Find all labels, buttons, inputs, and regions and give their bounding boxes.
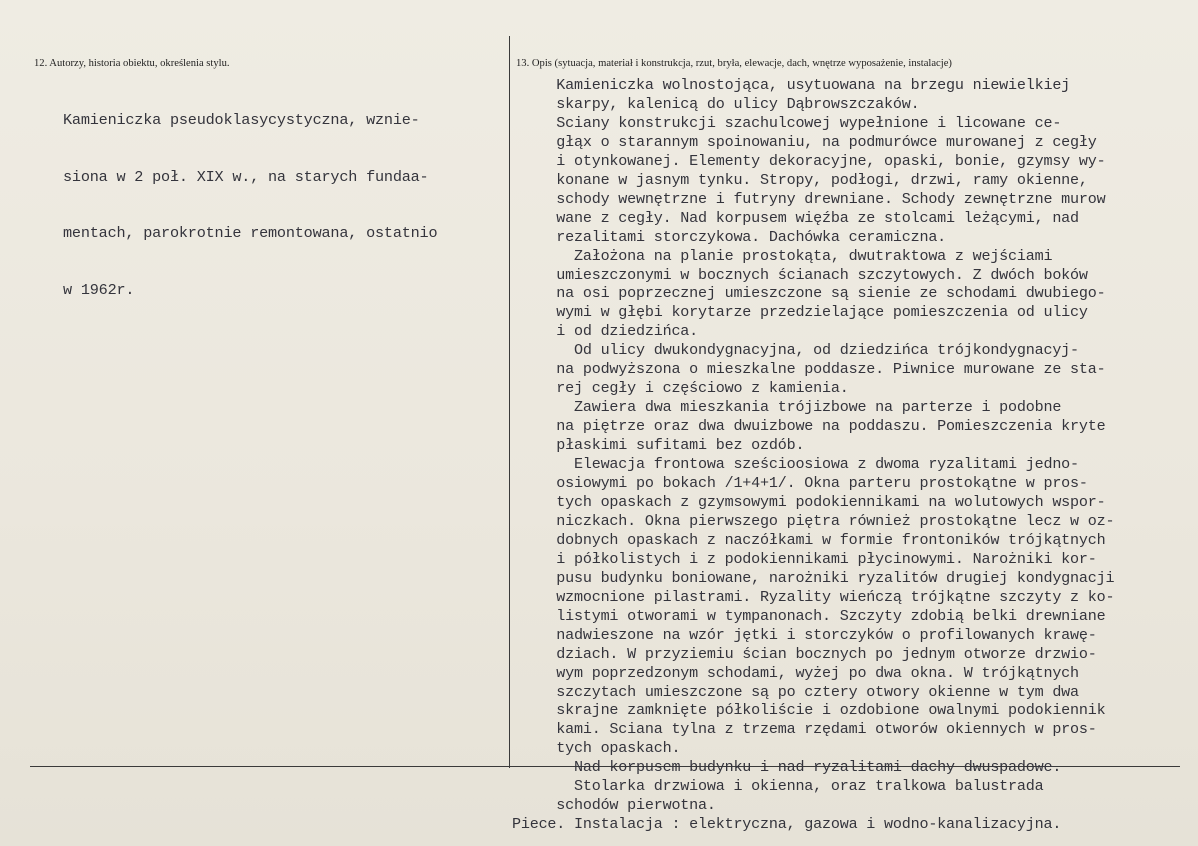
text-line: siona w 2 poł. XIX w., na starych fundaa- <box>63 167 429 186</box>
text-line: płaskimi sufitami bez ozdób. <box>512 436 805 455</box>
section-12-heading: 12. Autorzy, historia obiektu, określenia stylu. <box>34 58 230 69</box>
text-line: rezalitami storczykowa. Dachówka ceramiczna. <box>512 227 947 246</box>
text-line: listymi otworami w tympanonach. Szczyty zdobią belki drewniane <box>512 606 1106 625</box>
text-line: i półkolistych i z podokiennikami płycinowymi. Narożniki kor- <box>512 549 1097 568</box>
column-divider <box>509 36 510 768</box>
text-line: tych opaskach. <box>512 739 681 758</box>
text-line: dobnych opaskach z naczółkami w formie frontoników trójkątnych <box>512 530 1106 549</box>
text-line: na piętrze oraz dwa dwuizbowe na poddaszu. Pomieszczenia kryte <box>512 417 1106 436</box>
text-line: Piece. Instalacja : elektryczna, gazowa i wodno-kanalizacyjna. <box>512 815 1062 834</box>
text-line: Elewacja frontowa sześcioosiowa z dwoma ryzalitami jedno- <box>512 455 1079 474</box>
text-line: niczkach. Okna pierwszego piętra również prostokątne lecz w oz- <box>512 511 1115 530</box>
text-line: schodów pierwotna. <box>512 796 716 815</box>
text-line: i otynkowanej. Elementy dekoracyjne, opaski, bonie, gzymsy wy- <box>512 151 1106 170</box>
text-line: osiowymi po bokach /1+4+1/. Okna parteru prostokątne w pros- <box>512 474 1088 493</box>
text-line: Sciany konstrukcji szachulcowej wypełnione i licowane ce- <box>512 113 1062 132</box>
text-line: mentach, parokrotnie remontowana, ostatnio <box>63 224 438 243</box>
text-line: pusu budynku boniowane, narożniki ryzalitów drugiej kondygnacji <box>512 568 1115 587</box>
text-line: Kamieniczka wolnostojąca, usytuowana na brzegu niewielkiej <box>512 76 1071 94</box>
section-13-heading: 13. Opis (sytuacja, materiał i konstrukcja, rzut, bryła, elewacje, dach, wnętrze wyposażenie, instalacje) <box>516 58 952 69</box>
text-line: wym poprzedzonym schodami, wyżej po dwa okna. W trójkątnych <box>512 663 1079 682</box>
text-line: Nad korpusem budynku i nad ryzalitami dachy dwuspadowe. <box>512 758 1062 777</box>
text-line: Kamieniczka pseudoklasycystyczna, wznie- <box>63 110 420 129</box>
text-line: wymi w głębi korytarze przedzielające pomieszczenia od ulicy <box>512 303 1088 322</box>
text-line: dziach. W przyziemiu ścian bocznych po jednym otworze drzwio- <box>512 644 1097 663</box>
text-line: konane w jasnym tynku. Stropy, podłogi, drzwi, ramy okienne, <box>512 170 1088 189</box>
text-line: Zawiera dwa mieszkania trójizbowe na parterze i podobne <box>512 398 1062 417</box>
text-line: Założona na planie prostokąta, dwutraktowa z wejściami <box>512 246 1053 265</box>
text-line: nadwieszone na wzór jętki i storczyków o profilowanych krawę- <box>512 625 1097 644</box>
text-line: tych opaskach z gzymsowymi podokiennikami na wolutowych wspor- <box>512 492 1106 511</box>
section-12-text <box>63 73 437 338</box>
text-line: umieszczonymi w bocznych ścianach szczytowych. Z dwóch boków <box>512 265 1088 284</box>
text-line: skrajne zamknięte półkoliście i ozdobione owalnymi podokiennik <box>512 701 1106 720</box>
text-line: szczytach umieszczone są po cztery otwory okienne w tym dwa <box>512 682 1079 701</box>
text-line: wane z cegły. Nad korpusem więźba ze stolcami leżącymi, nad <box>512 208 1079 227</box>
text-line: kami. Sciana tylna z trzema rzędami otworów okiennych w pros- <box>512 720 1097 739</box>
section-13-text <box>512 76 1114 834</box>
text-line: na osi poprzecznej umieszczone są sienie ze schodami dwubiego- <box>512 284 1106 303</box>
text-line: Stolarka drzwiowa i okienna, oraz tralkowa balustrada <box>512 777 1044 796</box>
text-line: wzmocnione pilastrami. Ryzality wieńczą trójkątne szczyty z ko- <box>512 587 1115 606</box>
text-line: schody wewnętrzne i futryny drewniane. Schody zewnętrzne murow <box>512 189 1106 208</box>
text-line: na podwyższona o mieszkalne poddasze. Piwnice murowane ze sta- <box>512 360 1106 379</box>
text-line: i od dziedzińca. <box>512 322 699 341</box>
text-line: rej cegły i częściowo z kamienia. <box>512 379 849 398</box>
text-line: w 1962r. <box>63 280 135 299</box>
text-line: głąx o starannym spoinowaniu, na podmurówce murowanej z cegły <box>512 132 1097 151</box>
text-line: skarpy, kalenicą do ulicy Dąbrowszczaków. <box>512 94 920 113</box>
text-line: Od ulicy dwukondygnacyjna, od dziedzińca trójkondygnacyj- <box>512 341 1079 360</box>
